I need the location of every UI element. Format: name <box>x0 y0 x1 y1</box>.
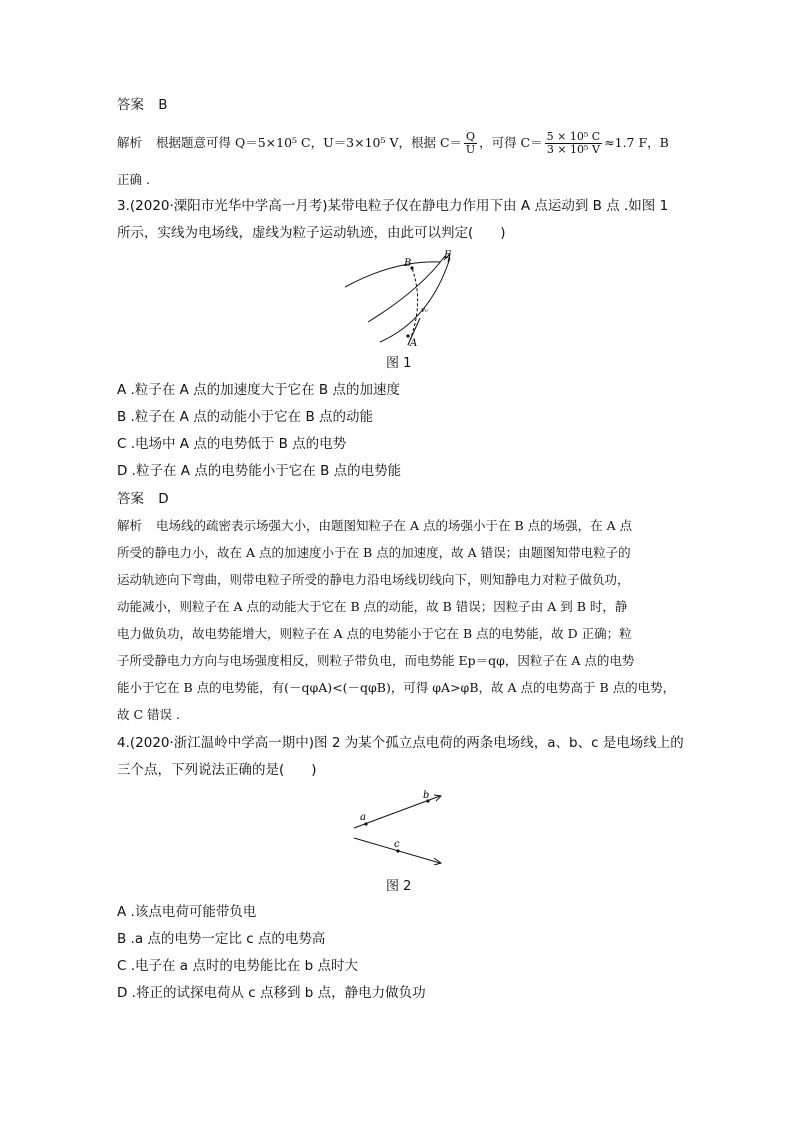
label-a: a <box>360 812 366 823</box>
analysis-3-line-4: 动能减小，则粒子在 A 点的动能大于它在 B 点的动能，故 B 错误；因粒子由 A 到 B 时，静 <box>117 599 628 614</box>
fraction-values: $\frac{\text{5 × 10⁵ C}}{\text{3 × 10⁵ V}}$ <box>546 130 601 156</box>
label-a: A <box>410 338 418 348</box>
analysis-3-line-3: 运动轨迹向下弯曲，则带电粒子所受的静电力沿电场线切线向下，则知静电力对粒子做负功， <box>117 572 630 587</box>
figure-2 <box>348 790 448 865</box>
answer-1 <box>117 95 168 115</box>
question-3-line-2: 所示，实线为电场线，虚线为粒子运动轨迹，由此可以判定( ) <box>117 225 506 241</box>
q4-option-d: D .将正的试探电荷从 c 点移到 b 点，静电力做负功 <box>117 985 426 1001</box>
q3-option-a: A .粒子在 A 点的加速度大于它在 B 点的加速度 <box>117 382 400 398</box>
fraction-q-over-u: $\frac{Q}{U}$ <box>465 130 476 156</box>
analysis-3-line-6: 子所受静电力方向与电场强度相反，则粒子带负电，而电势能 Ep＝qφ，因粒子在 A 点的电势 <box>117 653 635 668</box>
analysis-3-line-5: 电力做负功，故电势能增大，则粒子在 A 点的电势能小于它在 B 点的电势能，故 D 正确；粒 <box>117 626 632 641</box>
analysis-3-line-7: 能小于它在 B 点的电势能，有(－qφA)<(－qφB)，可得 φA>φB，故 A 点的电势高于 B 点的电势， <box>117 680 676 695</box>
analysis-3-line-8: 故 C 错误 . <box>117 707 180 722</box>
figure-1 <box>340 250 470 348</box>
question-4-line-1: 4.(2020·浙江温岭中学高一期中)图 2 为某个孤立点电荷的两条电场线，a、b、c 是电场线上的 <box>117 735 684 751</box>
answer-value: B <box>158 97 168 113</box>
label-c: c <box>394 839 400 850</box>
label-v0: v₀ <box>421 306 428 314</box>
answer-value: D <box>158 491 169 507</box>
label-e: E <box>444 250 452 261</box>
answer-label: 答案 <box>117 97 144 113</box>
label-b: b <box>423 790 430 801</box>
analysis-label: 解析 <box>117 135 143 150</box>
q3-option-c: C .电场中 A 点的电势低于 B 点的电势 <box>117 436 347 452</box>
analysis-1-text-b: ，可得 C＝ <box>479 135 543 150</box>
analysis-label: 解析 <box>117 518 143 533</box>
analysis-1-line-1 <box>117 131 669 156</box>
q4-option-c: C .电子在 a 点时的电势能比在 b 点时大 <box>117 958 359 974</box>
figure-1-caption: 图 1 <box>386 356 412 371</box>
answer-label: 答案 <box>117 491 144 507</box>
q4-option-a: A .该点电荷可能带负电 <box>117 904 257 920</box>
q4-option-b: B .a 点的电势一定比 c 点的电势高 <box>117 931 326 947</box>
q3-option-d: D .粒子在 A 点的电势能小于它在 B 点的电势能 <box>117 463 402 479</box>
label-b: B <box>404 258 412 269</box>
analysis-1-text-c: ≈1.7 F，B <box>604 135 669 150</box>
question-4-line-2: 三个点，下列说法正确的是( ) <box>117 762 317 778</box>
figure-2-caption: 图 2 <box>386 879 412 894</box>
analysis-1-text-a: 根据题意可得 Q＝5×10⁵ C，U＝3×10⁵ V，根据 C＝ <box>156 135 463 150</box>
analysis-1-line-2: 正确 . <box>117 172 150 187</box>
field-line-1 <box>345 262 440 287</box>
analysis-3-line-1: 解析 电场线的疏密表示场强大小，由题图知粒子在 A 点的场强小于在 B 点的场强，在 A 点 <box>117 518 633 533</box>
q3-option-b: B .粒子在 A 点的动能小于它在 B 点的动能 <box>117 409 374 425</box>
answer-3 <box>117 489 169 509</box>
question-3-line-1: 3.(2020·溧阳市光华中学高一月考)某带电粒子仅在静电力作用下由 A 点运动到 B 点 .如图 1 <box>117 198 669 214</box>
analysis-3-line-2: 所受的静电力小，故在 A 点的加速度小于在 B 点的加速度，故 A 错误；由题图知带电粒子的 <box>117 545 631 560</box>
